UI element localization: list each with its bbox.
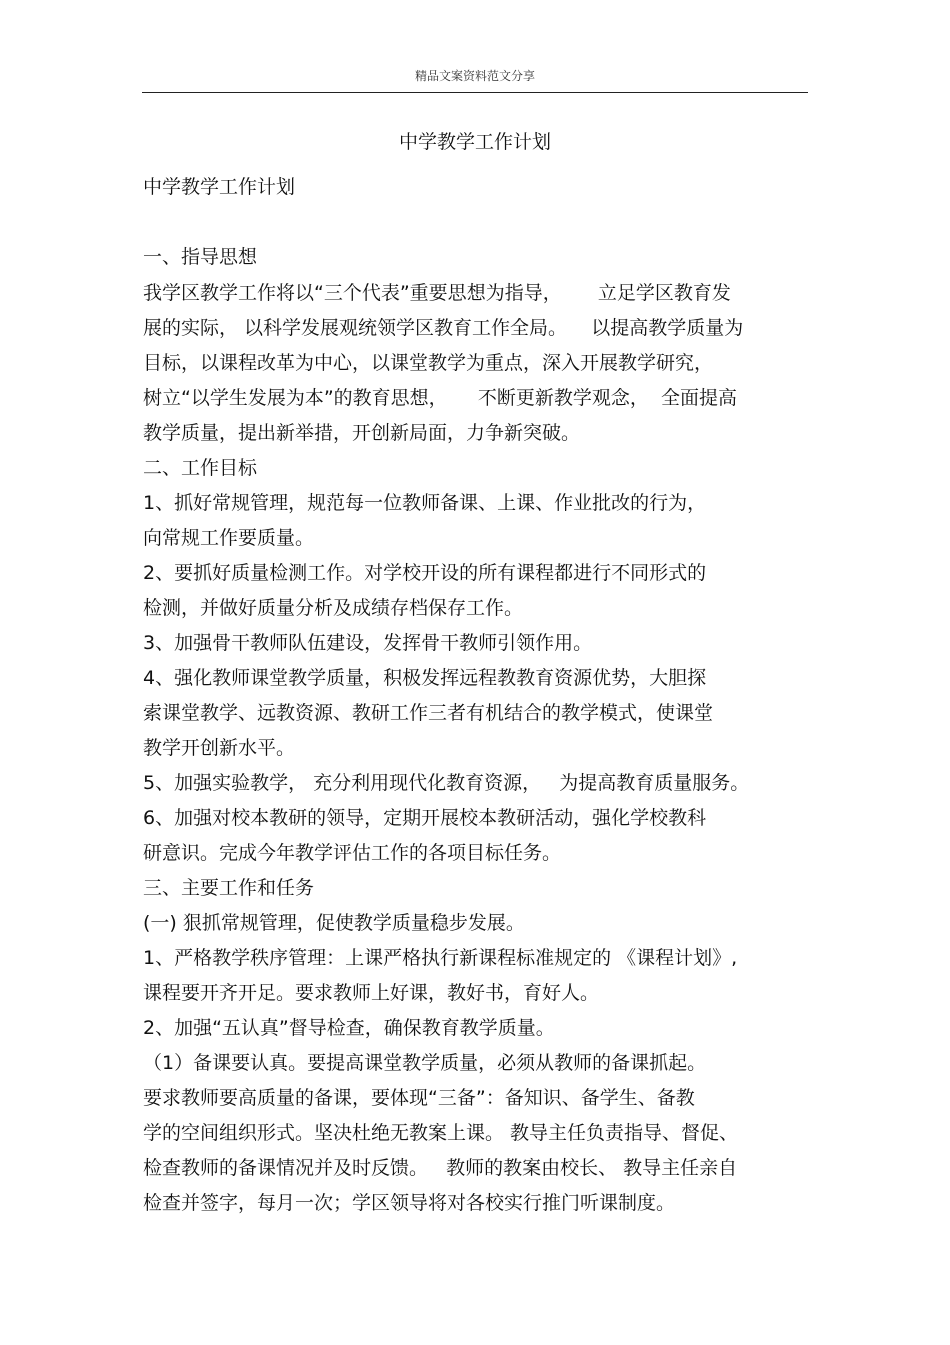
body-line: 教学质量，提出新举措，开创新局面，力争新突破。	[143, 422, 581, 444]
body-line: 中学教学工作计划	[143, 176, 296, 198]
body-line: 向常规工作要质量。	[143, 527, 315, 549]
body-line: 2、加强“五认真”督导检查，确保教育教学质量。	[143, 1017, 555, 1039]
body-line: 5、加强实验教学， 充分利用现代化教育资源， 为提高教育质量服务。	[143, 772, 750, 794]
body-line: 检查并签字，每月一次；学区领导将对各校实行推门听课制度。	[143, 1192, 676, 1214]
body-line: 检查教师的备课情况并及时反馈。 教师的教案由校长、 教导主任亲自	[143, 1157, 738, 1179]
body-line: 索课堂教学、远教资源、教研工作三者有机结合的教学模式，使课堂	[143, 702, 714, 724]
body-line: 6、加强对校本教研的领导，定期开展校本教研活动，强化学校教科	[143, 807, 707, 829]
body-line: 检测，并做好质量分析及成绩存档保存工作。	[143, 597, 524, 619]
section-heading: 一、指导思想	[143, 246, 258, 268]
body-line: (一) 狠抓常规管理，促使教学质量稳步发展。	[143, 912, 525, 934]
body-line: 3、加强骨干教师队伍建设，发挥骨干教师引领作用。	[143, 632, 593, 654]
body-line: 4、强化教师课堂教学质量，积极发挥远程教教育资源优势，大胆探	[143, 667, 707, 689]
section-heading: 二、工作目标	[143, 457, 258, 479]
document-title: 中学教学工作计划	[398, 131, 551, 153]
body-line: 2、要抓好质量检测工作。对学校开设的所有课程都进行不同形式的	[143, 562, 707, 584]
body-line: 展的实际， 以科学发展观统领学区教育工作全局。 以提高教学质量为	[143, 317, 744, 339]
page-header	[142, 62, 808, 93]
body-line: （1）备课要认真。要提高课堂教学质量，必须从教师的备课抓起。	[143, 1052, 707, 1074]
header-text: 精品文案资料范文分享	[414, 69, 535, 83]
body-line: 学的空间组织形式。坚决杜绝无教案上课。 教导主任负责指导、督促、	[143, 1122, 739, 1144]
body-line: 目标，以课程改革为中心，以课堂教学为重点，深入开展教学研究，	[143, 352, 714, 374]
body-line: 1、抓好常规管理，规范每一位教师备课、上课、作业批改的行为，	[143, 492, 707, 514]
body-line: 研意识。完成今年教学评估工作的各项目标任务。	[143, 842, 562, 864]
body-line: 课程要开齐开足。要求教师上好课，教好书，育好人。	[143, 982, 600, 1004]
body-line: 我学区教学工作将以“三个代表”重要思想为指导， 立足学区教育发	[143, 282, 731, 304]
section-heading: 三、主要工作和任务	[143, 877, 315, 899]
body-line: 要求教师要高质量的备课，要体现“三备”：备知识、备学生、备教	[143, 1087, 695, 1109]
body-line: 树立“以学生发展为本”的教育思想， 不断更新教学观念， 全面提高	[143, 387, 737, 409]
body-line: 教学开创新水平。	[143, 737, 296, 759]
body-line: 1、严格教学秩序管理：上课严格执行新课程标准规定的 《课程计划》,	[143, 947, 738, 969]
